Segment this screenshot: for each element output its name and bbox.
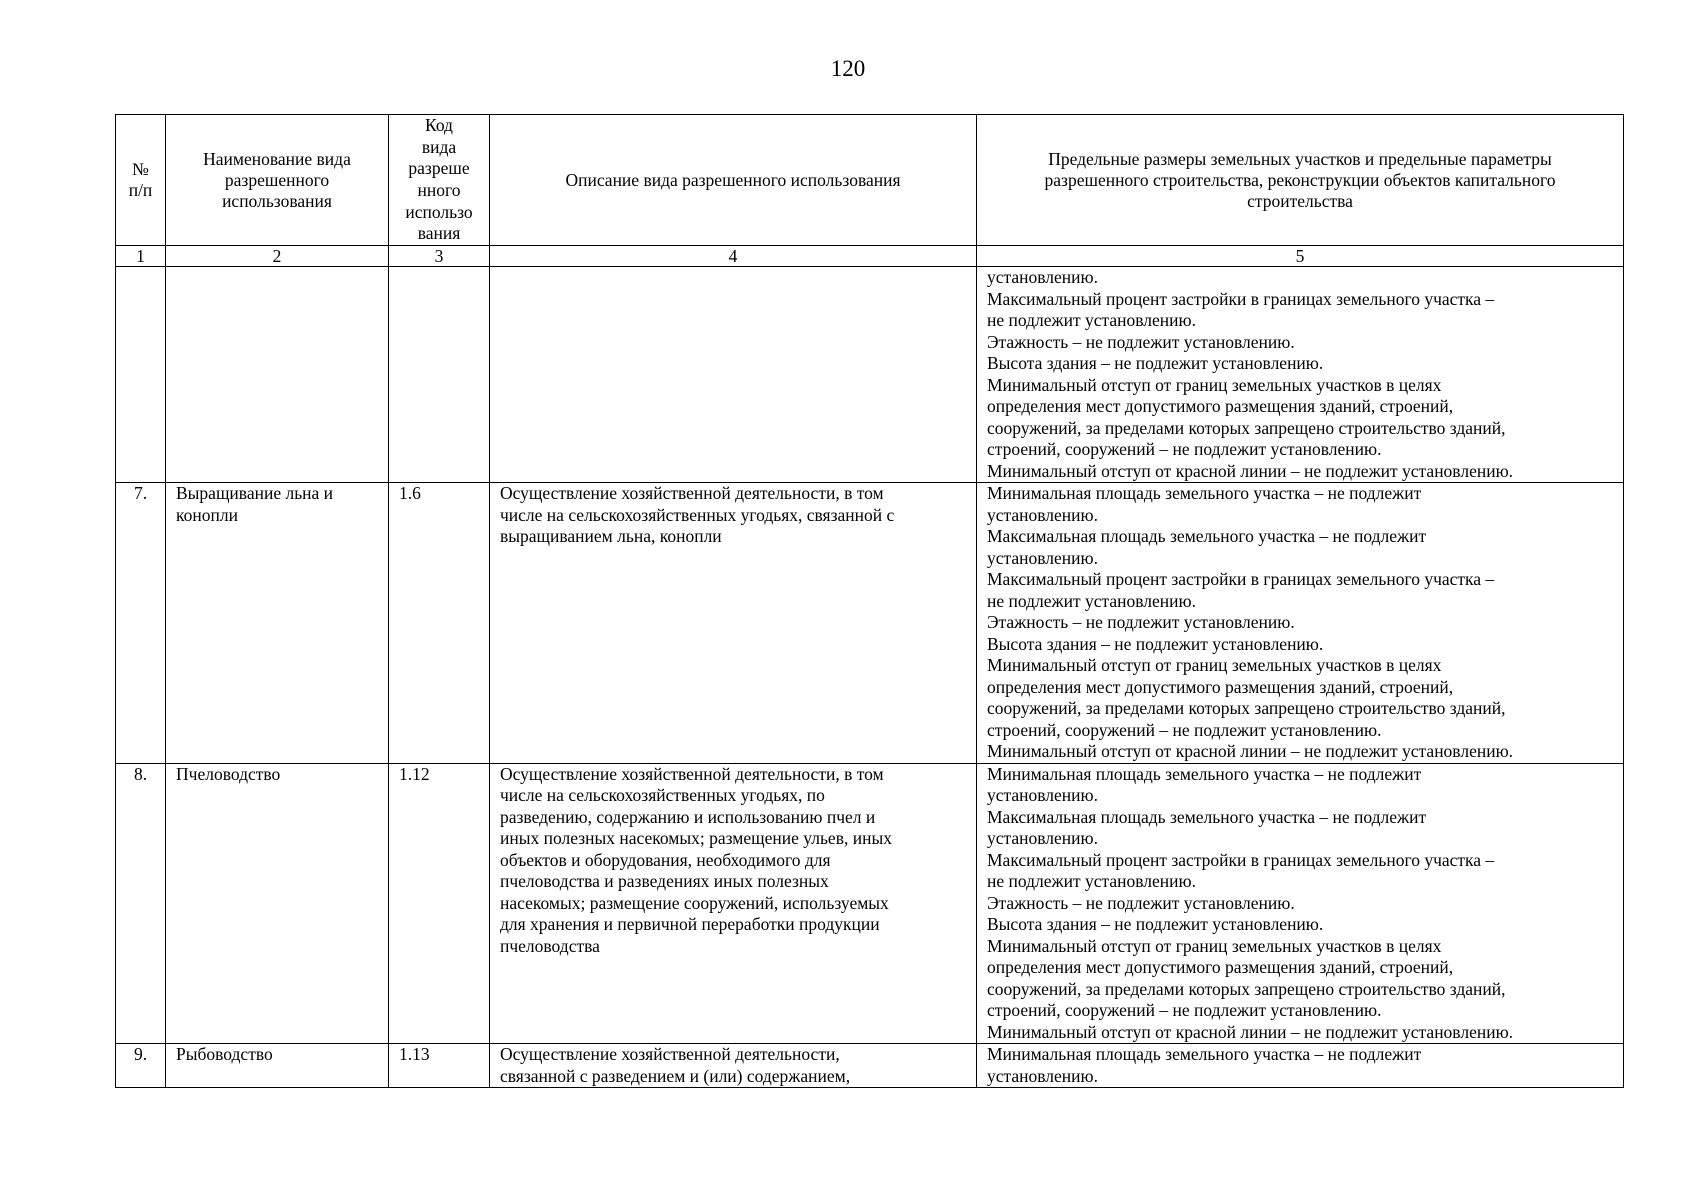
column-number: 5 xyxy=(977,246,1624,267)
header-code: Код вида разреше нного использо вания xyxy=(389,115,490,246)
row-code xyxy=(389,267,490,483)
table-header-row xyxy=(116,115,1624,246)
table-row xyxy=(116,267,1624,483)
column-number: 2 xyxy=(166,246,389,267)
row-name: Пчеловодство xyxy=(166,763,389,1044)
row-number: 8. xyxy=(116,763,166,1044)
row-description xyxy=(490,267,977,483)
column-number-row xyxy=(116,246,1624,267)
row-description: Осуществление хозяйственной деятельности, в том числе на сельскохозяйственных угодьях, по разведению, содержанию и использованию пчел и иных полезных насекомых; размещение ульев, иных объектов и оборудования, необходимого для пчеловодства и разведениях иных полезных насекомых; размещение сооружений, используемых для хранения и первичной переработки продукции пчеловодства xyxy=(490,763,977,1044)
table-row xyxy=(116,483,1624,764)
row-number: 7. xyxy=(116,483,166,764)
row-name xyxy=(166,267,389,483)
header-name: Наименование вида разрешенного использования xyxy=(166,115,389,246)
row-params: установлению. Максимальный процент застройки в границах земельного участка – не подлежит установлению. Этажность – не подлежит установлению. Высота здания – не подлежит установлению. Минимальный отступ от границ земельных участков в целях определения мест допустимого размещения зданий, строений, сооружений, за пределами которых запрещено строительство зданий, строений, сооружений – не подлежит установлению. Минимальный отступ от красной линии – не подлежит установлению. xyxy=(977,267,1624,483)
column-number: 3 xyxy=(389,246,490,267)
row-description: Осуществление хозяйственной деятельности, в том числе на сельскохозяйственных угодьях, связанной с выращиванием льна, конопли xyxy=(490,483,977,764)
table-row xyxy=(116,1044,1624,1088)
row-number xyxy=(116,267,166,483)
row-name: Выращивание льна и конопли xyxy=(166,483,389,764)
header-number: № п/п xyxy=(116,115,166,246)
row-params: Минимальная площадь земельного участка – не подлежит установлению. Максимальная площадь земельного участка – не подлежит установлению. Максимальный процент застройки в границах земельного участка – не подлежит установлению. Этажность – не подлежит установлению. Высота здания – не подлежит установлению. Минимальный отступ от границ земельных участков в целях определения мест допустимого размещения зданий, строений, сооружений, за пределами которых запрещено строительство зданий, строений, сооружений – не подлежит установлению. Минимальный отступ от красной линии – не подлежит установлению. xyxy=(977,763,1624,1044)
column-number: 4 xyxy=(490,246,977,267)
row-code: 1.13 xyxy=(389,1044,490,1088)
header-params: Предельные размеры земельных участков и предельные параметры разрешенного строительства, реконструкции объектов капитального строительства xyxy=(977,115,1624,246)
row-params: Минимальная площадь земельного участка – не подлежит установлению. Максимальная площадь земельного участка – не подлежит установлению. Максимальный процент застройки в границах земельного участка – не подлежит установлению. Этажность – не подлежит установлению. Высота здания – не подлежит установлению. Минимальный отступ от границ земельных участков в целях определения мест допустимого размещения зданий, строений, сооружений, за пределами которых запрещено строительство зданий, строений, сооружений – не подлежит установлению. Минимальный отступ от красной линии – не подлежит установлению. xyxy=(977,483,1624,764)
row-description: Осуществление хозяйственной деятельности, связанной с разведением и (или) содержанием, xyxy=(490,1044,977,1088)
column-number: 1 xyxy=(116,246,166,267)
row-code: 1.6 xyxy=(389,483,490,764)
table-row xyxy=(116,763,1624,1044)
row-params: Минимальная площадь земельного участка – не подлежит установлению. xyxy=(977,1044,1624,1088)
land-use-table xyxy=(115,114,1624,1088)
row-number: 9. xyxy=(116,1044,166,1088)
row-name: Рыбоводство xyxy=(166,1044,389,1088)
row-code: 1.12 xyxy=(389,763,490,1044)
header-description: Описание вида разрешенного использования xyxy=(490,115,977,246)
page-number: 120 xyxy=(830,56,866,81)
